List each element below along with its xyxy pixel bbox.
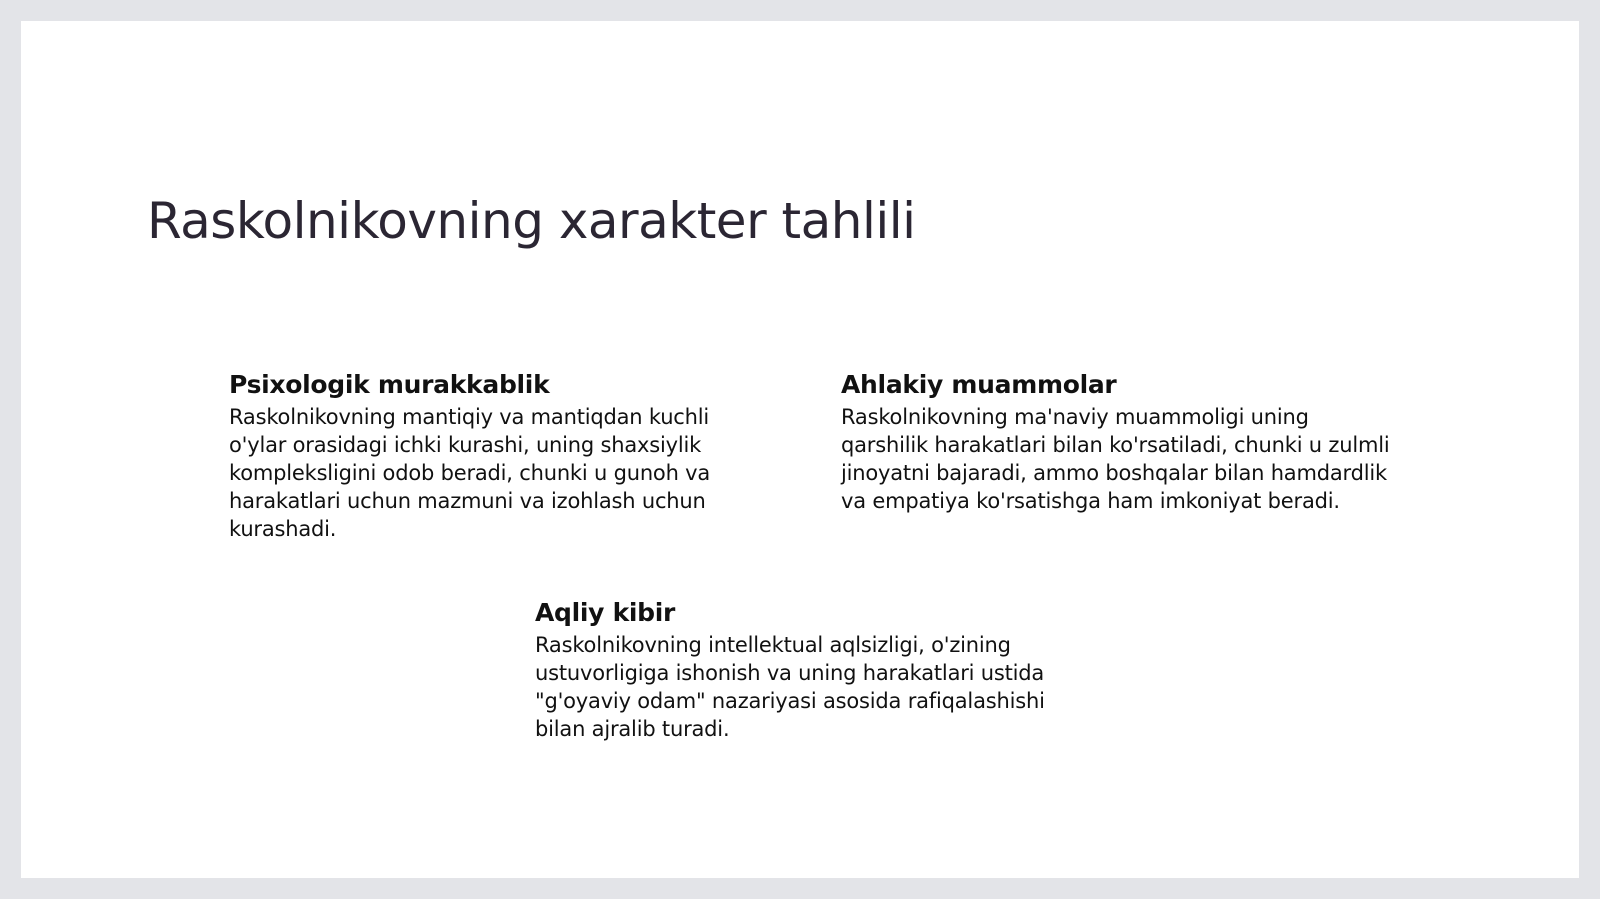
slide-title: Raskolnikovning xarakter tahlili (147, 192, 916, 250)
card-heading: Psixologik murakkablik (229, 370, 550, 399)
card-body: Raskolnikovning intellektual aqlsizligi, o'zining ustuvorligiga ishonish va uning harakatlari ustida "g'oyaviy odam" nazariyasi asosida rafiqalashishi bilan ajralib turadi. (535, 633, 1045, 741)
card-heading: Aqliy kibir (535, 598, 676, 627)
card-heading: Ahlakiy muammolar (841, 370, 1117, 399)
card-body: Raskolnikovning ma'naviy muammoligi uning qarshilik harakatlari bilan ko'rsatiladi, chunki u zulmli jinoyatni bajaradi, ammo boshqalar bilan hamdardlik va empatiya ko'rsatishga ham imkoniyat beradi. (841, 405, 1390, 513)
card-moral-problems (841, 369, 1401, 515)
card-body: Raskolnikovning mantiqiy va mantiqdan kuchli o'ylar orasidagi ichki kurashi, uning shaxsiylik kompleksligini odob beradi, chunki u gunoh va harakatlari uchun mazmuni va izohlash uchun kurashadi. (229, 405, 711, 541)
slide (21, 21, 1579, 878)
card-intellectual-arrogance (535, 597, 1065, 743)
card-psychological-complexity (229, 369, 769, 543)
